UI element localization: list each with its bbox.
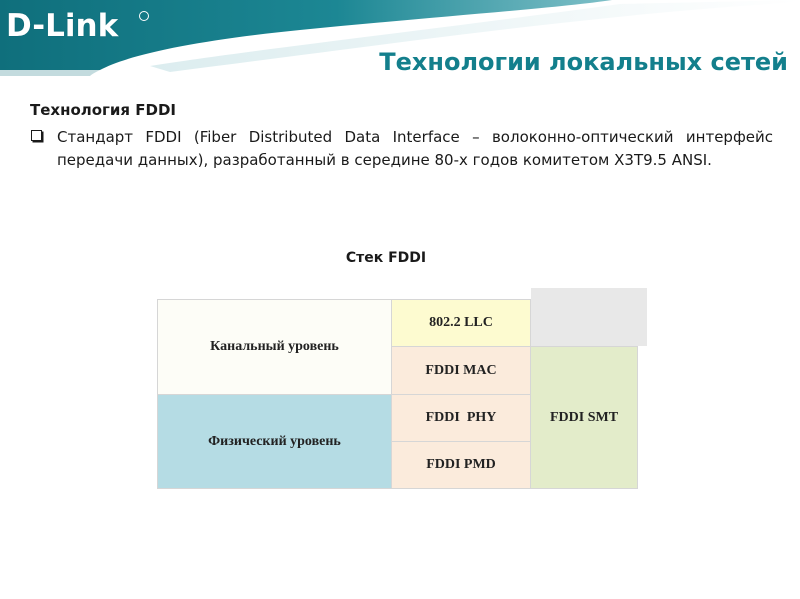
registered-mark-icon [139, 11, 149, 21]
page-title: Технологии локальных сетей [379, 48, 788, 76]
bullet-paragraph: Стандарт FDDI (Fiber Distributed Data Interface – волоконно-оптический интерфейс передачи данных), разработанный в середине 80-х годов комитетом X3T9.5 ANSI. [57, 128, 773, 169]
link-level-cell: Канальный уровень [157, 299, 392, 395]
pmd-cell: FDDI PMD [391, 441, 531, 489]
diagram-shadow [531, 288, 647, 346]
physical-level-cell: Физический уровень [157, 394, 392, 489]
d-link-logo: D-Link [6, 8, 119, 44]
mac-cell: FDDI MAC [391, 346, 531, 395]
smt-cell: FDDI SMT [530, 346, 638, 489]
diagram-title: Стек FDDI [345, 250, 427, 266]
phy-cell: FDDI PHY [391, 394, 531, 442]
llc-cell: 802.2 LLC [391, 299, 531, 347]
checkbox-bullet-icon [31, 130, 42, 141]
section-heading: Технология FDDI [30, 101, 176, 119]
